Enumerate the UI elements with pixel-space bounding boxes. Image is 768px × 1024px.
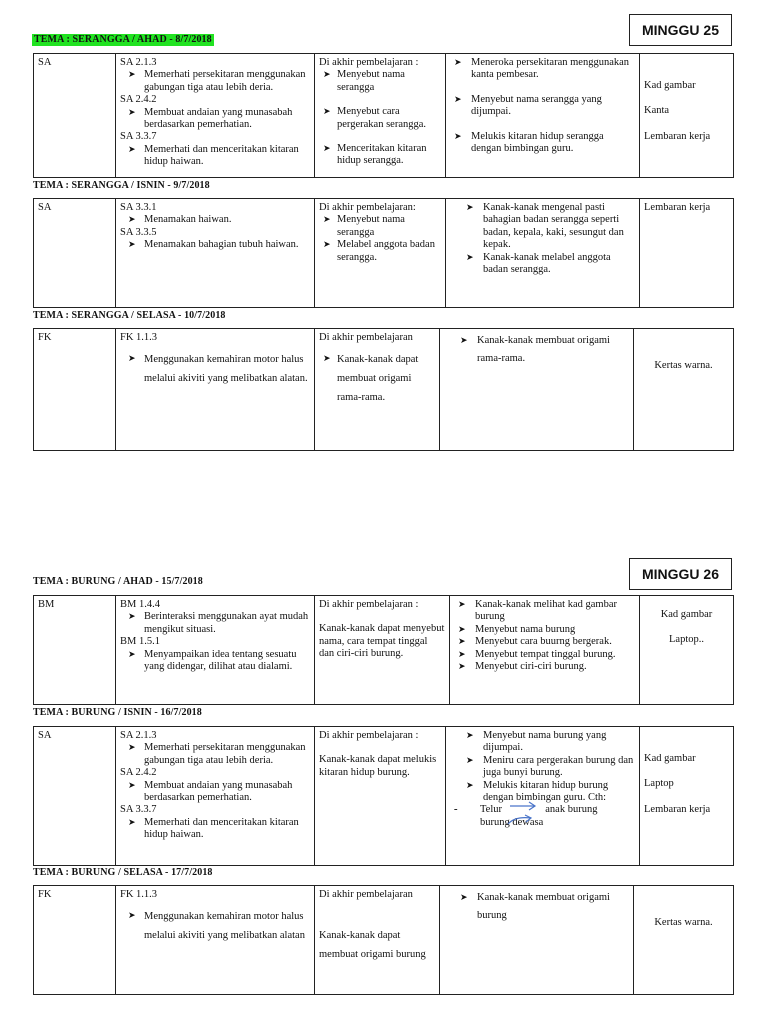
activity-item: ➤ Kanak-kanak melabel anggota badan serangga. bbox=[450, 252, 635, 277]
standard-item: ➤ Memerhati persekitaran menggunakan gabungan tiga atau lebih deria. bbox=[120, 69, 310, 94]
objective-intro: Di akhir pembelajaran bbox=[319, 332, 413, 343]
material-item: Lembaran kerja bbox=[644, 130, 711, 142]
materials-cell bbox=[634, 329, 734, 451]
standard-code: BM 1.4.4 bbox=[120, 599, 160, 610]
lesson-table bbox=[33, 53, 734, 178]
objective-item: ➤ Menyebut nama serangga bbox=[319, 214, 441, 239]
activity-item: ➤ Kanak-kanak mengenal pasti bahagian badan serangga seperti badan, kepala, kaki, sesungut dan kepak. bbox=[450, 202, 635, 252]
material-item: Kad gambar bbox=[644, 753, 696, 764]
material-item: Kertas warna. bbox=[654, 917, 713, 928]
material-item: Kanta bbox=[644, 105, 670, 117]
objective-item: ➤ Menyebut cara pergerakan serangga. bbox=[319, 106, 441, 131]
lesson-table bbox=[33, 198, 734, 308]
material-item: Lembaran kerja bbox=[644, 202, 711, 213]
standard-code: SA 3.3.7 bbox=[120, 804, 157, 816]
material-item: Laptop bbox=[644, 778, 674, 790]
cycle-dash: - - bbox=[454, 804, 458, 816]
section-title: TEMA : SERANGGA / SELASA - 10/7/2018 bbox=[33, 310, 226, 321]
week-label: MINGGU 26 bbox=[629, 558, 732, 590]
cycle-stage-chick: anak burung bbox=[545, 804, 598, 816]
arrow-right-icon bbox=[507, 814, 533, 828]
objectives-cell bbox=[315, 727, 446, 866]
subject-code: SA bbox=[34, 54, 116, 178]
objective-item: ➤ Melabel anggota badan serangga. bbox=[319, 239, 441, 264]
activity-item: ➤ Kanak-kanak membuat origami rama-rama. bbox=[444, 332, 629, 368]
materials-cell bbox=[640, 727, 734, 866]
activity-item: ➤ Melukis kitaran hidup burung dengan bimbingan guru. Cth: bbox=[450, 780, 635, 805]
arrow-right-icon bbox=[509, 801, 537, 811]
standard-item: ➤ Menggunakan kemahiran motor halus melalui akiviti yang melibatkan alatan. bbox=[120, 350, 310, 388]
objective-intro: Di akhir pembelajaran: bbox=[319, 202, 416, 213]
objective-item: ➤ Menceritakan kitaran hidup serangga. bbox=[319, 143, 441, 168]
standard-item: ➤ Berinteraksi menggunakan ayat mudah mengikut situasi. bbox=[120, 611, 310, 636]
activities-cell bbox=[440, 886, 634, 995]
standards-cell bbox=[116, 329, 315, 451]
objectives-cell bbox=[315, 596, 450, 705]
materials-cell bbox=[634, 886, 734, 995]
life-cycle-line bbox=[450, 804, 635, 829]
section-title: TEMA : BURUNG / SELASA - 17/7/2018 bbox=[33, 867, 213, 878]
activity-item: ➤ Menyebut nama burung bbox=[454, 624, 635, 636]
standard-code: FK 1.1.3 bbox=[120, 332, 158, 343]
objective-text: Kanak-kanak dapat melukis kitaran hidup burung. bbox=[319, 754, 437, 778]
objectives-cell bbox=[315, 54, 446, 178]
objective-text: Kanak-kanak dapat membuat origami burung bbox=[319, 930, 426, 960]
objective-item: ➤ Kanak-kanak dapat membuat origami rama-rama. bbox=[319, 350, 435, 407]
standard-code: SA 3.3.7 bbox=[120, 131, 157, 143]
activity-item: ➤ Melukis kitaran hidup serangga dengan bimbingan guru. bbox=[450, 131, 635, 156]
material-item: Lembaran kerja bbox=[644, 803, 711, 815]
activities-cell bbox=[446, 54, 640, 178]
standard-item: ➤ Menamakan haiwan. bbox=[120, 214, 310, 226]
standard-item: ➤ Memerhati dan menceritakan kitaran hidup haiwan. bbox=[120, 144, 310, 169]
objectives-cell bbox=[315, 329, 440, 451]
activities-cell bbox=[440, 329, 634, 451]
standard-item: ➤ Membuat andaian yang munasabah berdasarkan pemerhatian. bbox=[120, 780, 310, 805]
standards-cell bbox=[116, 886, 315, 995]
lesson-table bbox=[33, 726, 734, 866]
activity-item: ➤ Menyebut nama serangga yang dijumpai. bbox=[450, 94, 635, 119]
subject-code: FK bbox=[34, 886, 116, 995]
standard-code: SA 3.3.5 bbox=[120, 226, 157, 238]
objective-intro: Di akhir pembelajaran : bbox=[319, 599, 419, 610]
standard-item: ➤ Memerhati dan menceritakan kitaran hidup haiwan. bbox=[120, 817, 310, 842]
objectives-cell bbox=[315, 886, 440, 995]
activity-item: ➤ Meneroka persekitaran menggunakan kanta pembesar. bbox=[450, 57, 635, 82]
subject-code: FK bbox=[34, 329, 116, 451]
standard-item: ➤ Menamakan bahagian tubuh haiwan. bbox=[120, 239, 310, 251]
standard-item: ➤ Memerhati persekitaran menggunakan gabungan tiga atau lebih deria. bbox=[120, 742, 310, 767]
materials-cell bbox=[640, 54, 734, 178]
standard-code: SA 2.4.2 bbox=[120, 94, 157, 106]
standards-cell bbox=[116, 727, 315, 866]
activity-item: ➤ Menyebut cara buurng bergerak. bbox=[454, 636, 635, 648]
standard-code: SA 3.3.1 bbox=[120, 202, 157, 213]
subject-code: SA bbox=[34, 199, 116, 308]
activity-item: ➤ Menyebut ciri-ciri burung. bbox=[454, 661, 635, 673]
subject-code: SA bbox=[34, 727, 116, 866]
activity-item: ➤ Meniru cara pergerakan burung dan juga bunyi burung. bbox=[450, 755, 635, 780]
cycle-stage-egg: Telur bbox=[480, 804, 503, 816]
material-item: Laptop.. bbox=[669, 634, 704, 646]
lesson-table bbox=[33, 885, 734, 995]
objectives-cell bbox=[315, 199, 446, 308]
week-label: MINGGU 25 bbox=[629, 14, 732, 46]
standard-item: ➤ Membuat andaian yang munasabah berdasarkan pemerhatian. bbox=[120, 107, 310, 132]
section-title: TEMA : BURUNG / AHAD - 15/7/2018 bbox=[33, 576, 203, 587]
standard-code: FK 1.1.3 bbox=[120, 889, 158, 900]
lesson-table bbox=[33, 595, 734, 705]
activity-item: ➤ Kanak-kanak melihat kad gambar burung bbox=[454, 599, 635, 624]
objective-intro: Di akhir pembelajaran bbox=[319, 889, 413, 900]
activities-cell bbox=[446, 199, 640, 308]
activities-cell bbox=[450, 596, 640, 705]
standard-code: SA 2.4.2 bbox=[120, 767, 157, 779]
section-title: TEMA : BURUNG / ISNIN - 16/7/2018 bbox=[33, 707, 202, 718]
cycle-stage-adult: burung dewasa bbox=[480, 816, 544, 828]
objective-item: ➤ Menyebut nama serangga bbox=[319, 69, 441, 94]
objective-intro: Di akhir pembelajaran : bbox=[319, 57, 419, 68]
materials-cell bbox=[640, 596, 734, 705]
standard-code: SA 2.1.3 bbox=[120, 57, 157, 68]
subject-code: BM bbox=[34, 596, 116, 705]
materials-cell bbox=[640, 199, 734, 308]
standard-code: SA 2.1.3 bbox=[120, 730, 157, 741]
section-title: TEMA : SERANGGA / AHAD - 8/7/2018 bbox=[34, 34, 212, 45]
activity-item: ➤ Menyebut nama burung yang dijumpai. bbox=[450, 730, 635, 755]
material-item: Kertas warna. bbox=[654, 360, 713, 371]
material-item: Kad gambar bbox=[660, 609, 713, 620]
objective-intro: Di akhir pembelajaran : bbox=[319, 730, 419, 741]
lesson-table bbox=[33, 328, 734, 451]
activity-item: ➤ Menyebut tempat tinggal burung. bbox=[454, 649, 635, 661]
standard-item: ➤ Menggunakan kemahiran motor halus melalui akiviti yang melibatkan alatan bbox=[120, 907, 310, 945]
standard-item: ➤ Menyampaikan idea tentang sesuatu yang didengar, dilihat atau dialami. bbox=[120, 649, 310, 674]
objective-text: Kanak-kanak dapat menyebut nama, cara tempat tinggal dan ciri-ciri burung. bbox=[319, 623, 445, 660]
material-item: Kad gambar bbox=[644, 80, 696, 91]
section-title: TEMA : SERANGGA / ISNIN - 9/7/2018 bbox=[33, 180, 210, 191]
activity-item: ➤ Kanak-kanak membuat origami burung bbox=[444, 889, 629, 925]
activities-cell bbox=[446, 727, 640, 866]
standards-cell bbox=[116, 596, 315, 705]
standards-cell bbox=[116, 54, 315, 178]
standards-cell bbox=[116, 199, 315, 308]
standard-code: BM 1.5.1 bbox=[120, 636, 160, 648]
